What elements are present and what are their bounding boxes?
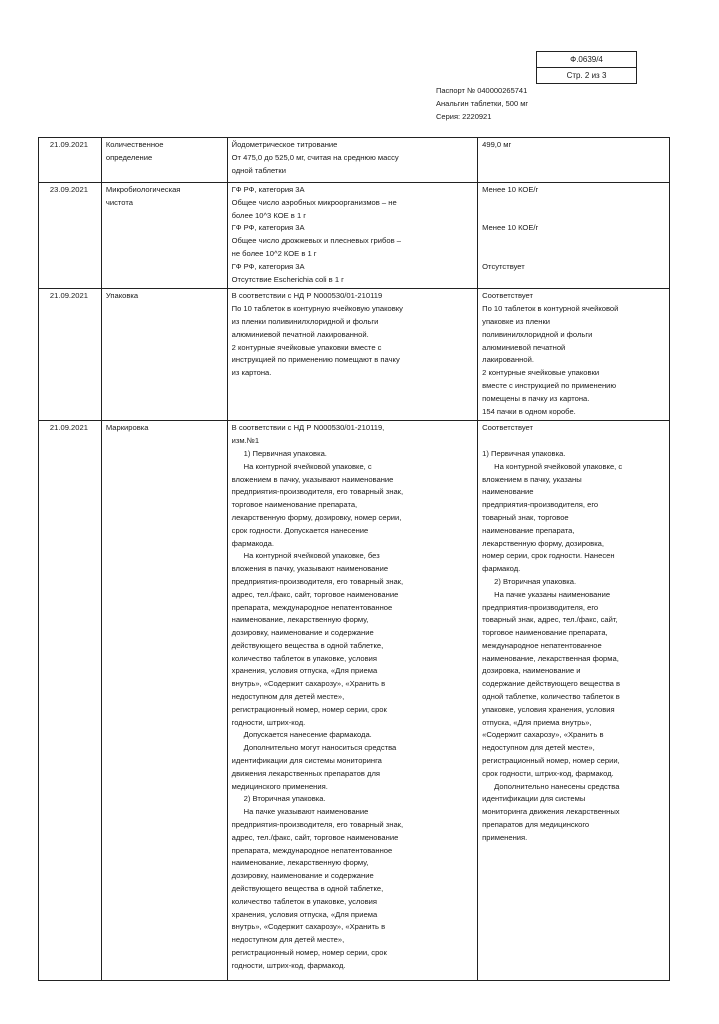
result-line: отпуска, «Для приема внутрь», xyxy=(482,717,592,727)
result-line: срок годности, штрих-код, фармакод. xyxy=(482,768,614,778)
test-name-cell xyxy=(101,289,227,421)
requirement-line: предприятия-производителя, его товарный знак, xyxy=(231,820,404,830)
test-name-line: Микробиологическая xyxy=(105,185,181,194)
result-line: наименование препарата, xyxy=(482,525,575,535)
requirement-cell xyxy=(227,183,478,289)
requirement-line: регистрационный номер, номер серии, срок xyxy=(231,948,387,958)
requirement-line: В соответствии с НД Р N000530/01-210119 xyxy=(231,291,383,301)
result-line: одной таблетке, количество таблеток в xyxy=(482,692,620,702)
requirement-line: количество таблеток в упаковке, условия xyxy=(231,896,378,906)
result-line: 499,0 мг xyxy=(482,140,512,149)
result-line: применения. xyxy=(482,832,528,842)
result-line: дозировка, наименование и xyxy=(482,666,581,676)
passport-header xyxy=(436,84,528,123)
requirement-line: ГФ РФ, категория 3А xyxy=(231,261,305,271)
table-row xyxy=(39,183,670,289)
requirement-line: более 10^3 КОЕ в 1 г xyxy=(231,210,307,220)
result-line: наименование, лекарственная форма, xyxy=(482,653,619,663)
result-line xyxy=(482,197,667,210)
passport-number: Паспорт № 040000265741 xyxy=(436,86,528,95)
results-table xyxy=(38,137,670,981)
requirement-line: действующего вещества в одной таблетке, xyxy=(231,640,384,650)
requirement-line: вложения в пачку, указывают наименование xyxy=(231,564,389,574)
result-line: предприятия-производителя, его xyxy=(482,602,599,612)
requirement-line: Йодометрическое титрование xyxy=(231,140,338,149)
requirement-line: Общее число аэробных микроорганизмов – не xyxy=(231,197,397,207)
requirement-cell xyxy=(227,289,478,421)
test-name-line: определение xyxy=(105,152,153,162)
result-line: наименование xyxy=(482,487,534,497)
requirement-line: По 10 таблеток в контурную ячейковую упаковку xyxy=(231,304,403,314)
requirement-line: 1) Первичная упаковка. xyxy=(243,448,327,458)
result-line: номер серии, срок годности. Нанесен xyxy=(482,551,615,561)
result-line: регистрационный номер, номер серии, xyxy=(482,756,620,766)
requirement-line: Дополнительно могут наноситься средства xyxy=(243,743,397,753)
result-line: содержание действующего вещества в xyxy=(482,679,621,689)
result-line: товарный знак, адрес, тел./факс, сайт, xyxy=(482,615,618,625)
requirement-line: регистрационный номер, номер серии, срок xyxy=(231,704,387,714)
result-line: международное непатентованное xyxy=(482,640,602,650)
requirement-line: Допускается нанесение фармакода. xyxy=(243,730,372,740)
result-line: торговое наименование препарата, xyxy=(482,628,608,638)
requirement-line: 2) Вторичная упаковка. xyxy=(243,794,326,804)
result-line: Соответствует xyxy=(482,291,533,301)
requirement-line: медицинского применения. xyxy=(231,781,328,791)
requirement-line: годности, штрих-код, фармакод. xyxy=(231,960,346,970)
series-number: Серия: 2220921 xyxy=(436,112,492,121)
result-line: Дополнительно нанесены средства xyxy=(494,781,620,791)
requirement-line: ГФ РФ, категория 3А xyxy=(231,185,305,194)
requirement-line: предприятия-производителя, его товарный знак, xyxy=(231,487,404,497)
result-line: На контурной ячейковой упаковке, с xyxy=(494,461,623,471)
date-cell: 21.09.2021 xyxy=(39,138,102,183)
requirement-line: предприятия-производителя, его товарный знак, xyxy=(231,576,404,586)
requirement-line: одной таблетки xyxy=(231,165,286,175)
requirement-cell xyxy=(227,421,478,981)
result-line: Менее 10 КОЕ/г xyxy=(482,185,539,194)
requirement-line: дозировку, наименование и содержание xyxy=(231,628,374,638)
requirement-line: На контурной ячейковой упаковке, без xyxy=(243,551,380,561)
requirement-line: В соответствии с НД Р N000530/01-210119, xyxy=(231,423,385,433)
test-name-line: Упаковка xyxy=(105,291,139,301)
test-name-cell xyxy=(101,138,227,183)
test-name-line: Количественное xyxy=(105,140,164,149)
requirement-line: внутрь», «Содержит сахарозу», «Хранить в xyxy=(231,922,386,932)
result-line: 2 контурные ячейковые упаковки xyxy=(482,368,600,378)
result-line: помещены в пачку из картона. xyxy=(482,393,590,403)
requirement-line: срок годности. Допускается нанесение xyxy=(231,525,369,535)
result-line: алюминиевой печатной xyxy=(482,342,566,352)
result-cell xyxy=(478,138,670,183)
requirement-line: недоступном для детей месте», xyxy=(231,692,345,702)
result-line: мониторинга движения лекарственных xyxy=(482,807,620,817)
requirement-line: вложением в пачку, указывают наименование xyxy=(231,474,394,484)
result-line: 1) Первичная упаковка. xyxy=(482,448,566,458)
requirement-line: Отсутствие Escherichia coli в 1 г xyxy=(231,274,344,284)
result-line: Соответствует xyxy=(482,423,533,433)
result-line: идентификации для системы xyxy=(482,794,586,804)
result-line: вложением в пачку, указаны xyxy=(482,474,582,484)
result-line: На пачке указаны наименование xyxy=(494,589,611,599)
test-name-line: Маркировка xyxy=(105,423,149,433)
table-row xyxy=(39,138,670,183)
test-name-cell xyxy=(101,421,227,981)
result-line: По 10 таблеток в контурной ячейковой xyxy=(482,304,619,314)
requirement-line: лекарственную форму, дозировку, номер серии, xyxy=(231,512,402,522)
requirement-line: Общее число дрожжевых и плесневых грибов – xyxy=(231,236,401,246)
result-cell xyxy=(478,183,670,289)
form-code-box xyxy=(536,51,637,84)
requirement-line: количество таблеток в упаковке, условия xyxy=(231,653,378,663)
requirement-line: изм.№1 xyxy=(231,436,260,446)
result-cell xyxy=(478,289,670,421)
result-line: вместе с инструкцией по применению xyxy=(482,380,617,390)
date-cell: 21.09.2021 xyxy=(39,289,102,421)
requirement-line: из пленки поливинилхлоридной и фольги xyxy=(231,316,379,326)
requirement-line: внутрь», «Содержит сахарозу», «Хранить в xyxy=(231,679,386,689)
test-name-cell xyxy=(101,183,227,289)
requirement-line: не более 10^2 КОЕ в 1 г xyxy=(231,248,317,258)
requirement-line: действующего вещества в одной таблетке, xyxy=(231,884,384,894)
requirement-line: торговое наименование препарата, xyxy=(231,500,358,510)
result-line xyxy=(482,435,667,448)
requirement-line: От 475,0 до 525,0 мг, считая на среднюю массу xyxy=(231,152,399,162)
requirement-line: дозировку, наименование и содержание xyxy=(231,871,374,881)
table-row xyxy=(39,421,670,981)
result-line xyxy=(482,248,667,261)
requirement-line: адрес, тел./факс, сайт, торговое наименование xyxy=(231,589,399,599)
requirement-line: 2 контурные ячейковые упаковки вместе с xyxy=(231,342,382,352)
result-line: лакированной. xyxy=(482,355,534,365)
date-cell: 23.09.2021 xyxy=(39,183,102,289)
requirement-line: недоступном для детей месте», xyxy=(231,935,345,945)
requirement-line: хранения, условия отпуска, «Для приема xyxy=(231,666,378,676)
result-line: упаковке, условия хранения, условия xyxy=(482,704,615,714)
date-cell: 21.09.2021 xyxy=(39,421,102,981)
result-line: недоступном для детей месте», xyxy=(482,743,595,753)
requirement-line: идентификации для системы мониторинга xyxy=(231,756,382,766)
requirement-line: из картона. xyxy=(231,368,272,378)
requirement-cell xyxy=(227,138,478,183)
result-line: «Содержит сахарозу», «Хранить в xyxy=(482,730,604,740)
requirement-line: наименование, лекарственную форму, xyxy=(231,615,369,625)
requirement-line: фармакода. xyxy=(231,538,275,548)
product-name: Анальгин таблетки, 500 мг xyxy=(436,99,529,108)
result-line: поливинилхлоридной и фольги xyxy=(482,329,593,339)
result-line: 154 пачки в одном коробе. xyxy=(482,406,576,416)
requirement-line: ГФ РФ, категория 3А xyxy=(231,223,305,233)
requirement-line: препарата, международное непатентованное xyxy=(231,602,393,612)
result-line xyxy=(482,235,667,248)
result-line: 2) Вторичная упаковка. xyxy=(494,576,577,586)
page-number: Стр. 2 из 3 xyxy=(537,67,636,83)
requirement-line: алюминиевой печатной лакированной. xyxy=(231,329,369,339)
result-line: лекарственную форму, дозировка, xyxy=(482,538,605,548)
requirement-line: препарата, международное непатентованное xyxy=(231,845,393,855)
form-code: Ф.0639/4 xyxy=(570,55,603,64)
requirement-line: хранения, условия отпуска, «Для приема xyxy=(231,909,378,919)
requirement-line: годности, штрих-код. xyxy=(231,717,306,727)
result-line: Отсутствует xyxy=(482,261,525,271)
result-cell xyxy=(478,421,670,981)
result-line: товарный знак, торговое xyxy=(482,512,569,522)
requirement-line: адрес, тел./факс, сайт, торговое наименование xyxy=(231,832,399,842)
result-line: предприятия-производителя, его xyxy=(482,500,599,510)
requirement-line: движения лекарственных препаратов для xyxy=(231,768,381,778)
requirement-line: На контурной ячейковой упаковке, с xyxy=(243,461,372,471)
result-line xyxy=(482,210,667,223)
result-line: препаратов для медицинского xyxy=(482,820,590,830)
result-line: фармакод. xyxy=(482,564,521,574)
result-line: Менее 10 КОЕ/г xyxy=(482,223,539,233)
table-row xyxy=(39,289,670,421)
requirement-line: На пачке указывают наименование xyxy=(243,807,369,817)
test-name-line: чистота xyxy=(105,197,133,207)
requirement-line: инструкцией по применению помещают в пачку xyxy=(231,355,400,365)
result-line: упаковке из пленки xyxy=(482,316,551,326)
requirement-line: наименование, лекарственную форму, xyxy=(231,858,369,868)
